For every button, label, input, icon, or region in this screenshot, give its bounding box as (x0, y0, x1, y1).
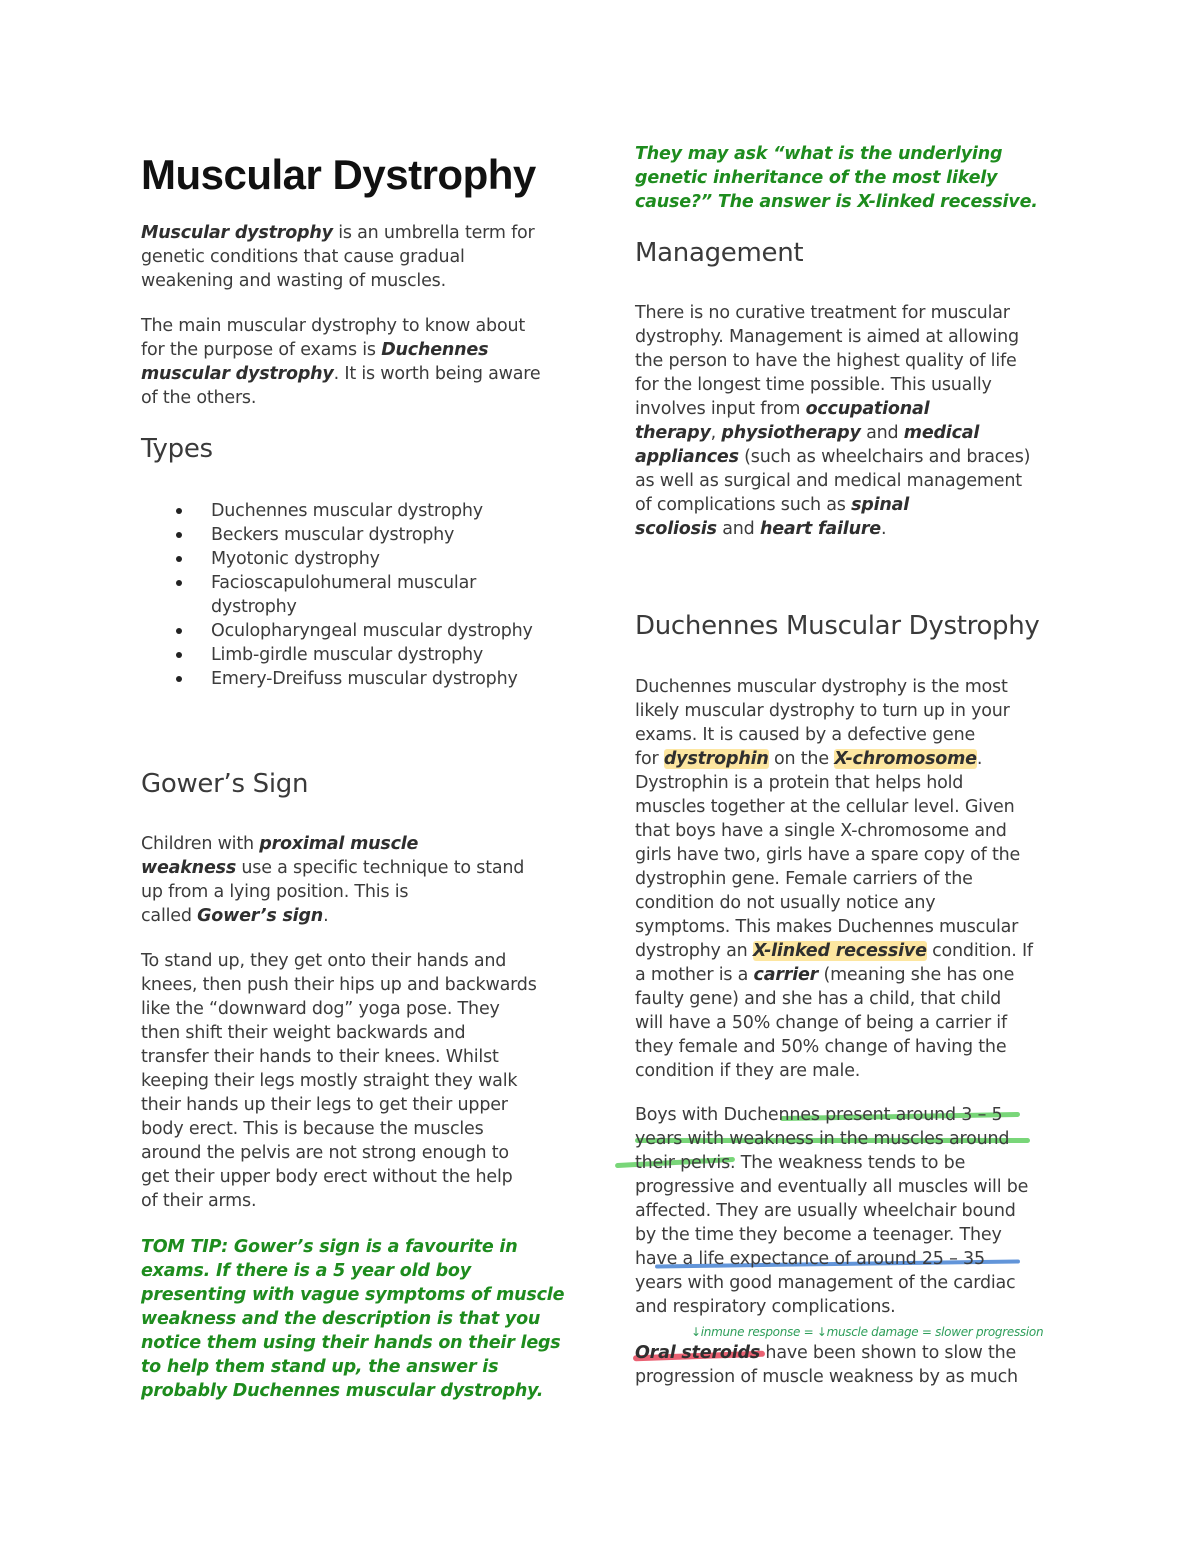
list-item: Emery-Dreifuss muscular dystrophy (141, 667, 533, 691)
page-title: Muscular Dystrophy (141, 151, 536, 198)
list-item: Limb-girdle muscular dystrophy (141, 643, 533, 667)
gowers-paragraph-2: To stand up, they get onto their hands and knees, then push their hips up and backwards like the “downward dog” yoga pose. They then shift their weight backwards and transfer their hands to their knees. Whilst keeping their legs mostly straight they walk their hands up their legs to get their upper body erect. This is because the muscles around the pelvis are not strong enough to get their upper body erect without the help of their arms. (141, 951, 537, 1211)
handwritten-note: ↓inmune response = ↓muscle damage = slower progression (691, 1325, 1044, 1339)
list-item: Facioscapulohumeral muscular dystrophy (141, 571, 533, 619)
term-muscular-dystrophy: Muscular dystrophy (141, 223, 333, 243)
list-item: Myotonic dystrophy (141, 547, 533, 571)
highlight-dystrophin: dystrophin (663, 749, 769, 769)
tom-tip: TOM TIP: Gower’s sign is a favourite in exams. If there is a 5 year old boy presenting with vague symptoms of muscle weakness and the description is that you notice them using their hands on their legs to help them stand up, the answer is probably Duchennes muscular dystrophy. (141, 1237, 565, 1401)
boys-paragraph: Boys with Duchennes present around 3 – 5 years with weakness in the muscles around their pelvis. The weakness tends to be progressive and eventually all muscles will be affected. They are usually wheelchair bound by the time they become a teenager. They have a life expectance of around 25 – 35 years with good management of the cardiac and respiratory complications. (635, 1105, 1029, 1317)
term-oral-steroids: Oral steroids (635, 1343, 761, 1363)
management-paragraph: There is no curative treatment for muscular dystrophy. Management is aimed at allowing the person to have the highest quality of life for the longest time possible. This usually involves input from occupational therapy, physiotherapy and medical appliances (such as wheelchairs and braces) as well as surgical and medical management of complications such as spinal scoliosis and heart failure. (635, 303, 1031, 539)
list-item: Oculopharyngeal muscular dystrophy (141, 619, 533, 643)
types-heading: Types (141, 434, 213, 464)
highlight-x-linked-recessive: X-linked recessive (752, 941, 927, 961)
gowers-sign-heading: Gower’s Sign (141, 769, 309, 799)
duchennes-paragraph: Duchennes muscular dystrophy is the most likely muscular dystrophy to turn up in your exams. It is caused by a defective gene for dystrophin on the X-chromosome. Dystrophin is a protein that helps hold muscles together at the cellular level. Given that boys have a single X-chromosome and girls have two, girls have a spare copy of the dystrophin gene. Female carriers of the condition do not usually notice any symptoms. This makes Duchennes muscular dystrophy an X-linked recessive condition. If a mother is a carrier (meaning she has one faulty gene) and she has a child, that child will have a 50% change of being a carrier if they female and 50% change of having the condition if they are male. (635, 677, 1033, 1081)
duchennes-heading: Duchennes Muscular Dystrophy (635, 611, 1040, 641)
list-item: Duchennes muscular dystrophy (141, 499, 533, 523)
main-dystrophy-paragraph: The main muscular dystrophy to know about for the purpose of exams is Duchennes muscular dystrophy. It is worth being aware of the others. (141, 316, 541, 408)
highlight-x-chromosome: X-chromosome (834, 749, 977, 769)
steroids-paragraph: Oral steroids have been shown to slow the progression of muscle weakness by as much (635, 1343, 1018, 1387)
exam-question-tip: They may ask “what is the underlying genetic inheritance of the most likely cause?” The answer is X-linked recessive. (635, 144, 1038, 212)
management-heading: Management (635, 238, 804, 268)
gowers-paragraph-1: Children with proximal muscle weakness use a specific technique to stand up from a lying position. This is called Gower’s sign. (141, 834, 525, 926)
list-item: Beckers muscular dystrophy (141, 523, 533, 547)
types-list (141, 499, 533, 691)
intro-paragraph: Muscular dystrophy is an umbrella term for genetic conditions that cause gradual weakening and wasting of muscles. (141, 223, 535, 291)
